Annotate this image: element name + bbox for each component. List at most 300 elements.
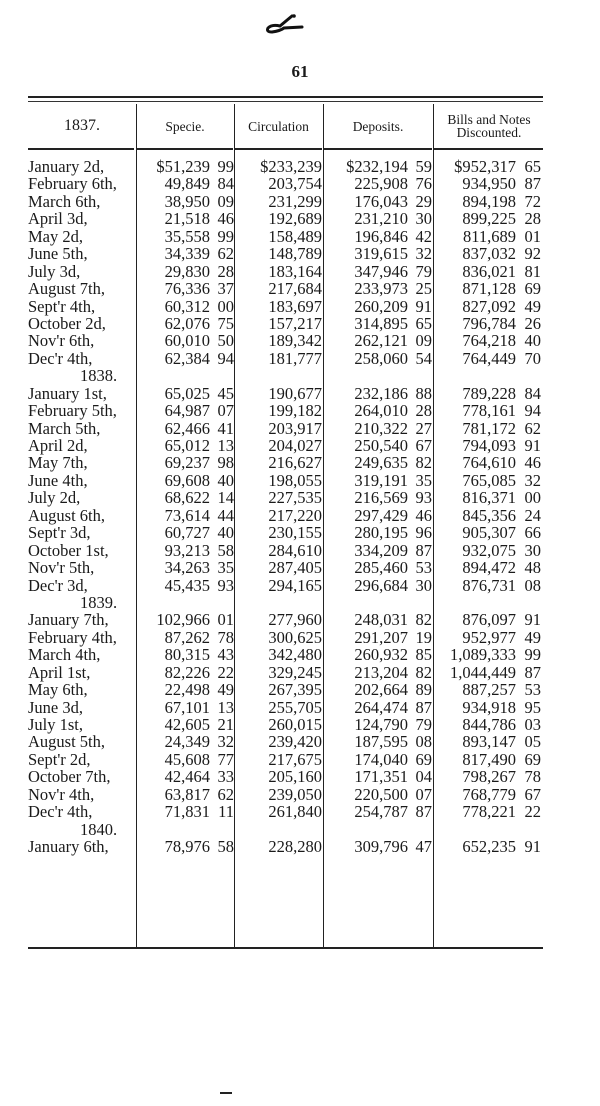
bills-cents: 69: [524, 749, 541, 769]
specie-cents: 00: [217, 296, 234, 316]
bills-dollars: 652,235: [462, 837, 516, 857]
deposits-dollars: 216,569: [354, 488, 408, 508]
specie-cents: 33: [217, 767, 234, 787]
table-row: [28, 315, 543, 332]
deposits-dollars: 210,322: [354, 418, 408, 438]
specie-dollars: 82,226: [164, 662, 210, 682]
deposits-dollars: 291,207: [354, 627, 408, 647]
date-label: Sept'r 4th,: [28, 296, 96, 316]
deposits-dollars: 225,908: [354, 174, 408, 194]
date-label: July 1st,: [28, 715, 84, 734]
deposits-dollars: $232,194: [346, 157, 408, 176]
circulation-value: 198,055: [268, 470, 322, 490]
bills-dollars: 794,093: [462, 436, 516, 455]
header-rule: [434, 148, 543, 150]
bills-dollars: 876,731: [462, 575, 516, 595]
deposits-dollars: 232,186: [354, 383, 408, 403]
bills-dollars: 778,161: [462, 401, 516, 421]
bills-dollars: 764,610: [462, 453, 516, 473]
specie-cents: 78: [217, 627, 234, 647]
circulation-value: 203,917: [268, 418, 322, 438]
circulation-value: 260,015: [268, 715, 322, 734]
bills-dollars: 789,228: [462, 383, 516, 403]
deposits-cents: 59: [415, 157, 432, 176]
bills-dollars: 796,784: [462, 313, 516, 333]
bills-cents: 91: [524, 837, 541, 857]
date-label: January 2d,: [28, 157, 105, 176]
bills-cents: 66: [524, 523, 541, 543]
specie-cents: 43: [217, 645, 234, 665]
circulation-value: 342,480: [268, 645, 322, 665]
date-label: August 5th,: [28, 732, 106, 752]
date-label: Nov'r 6th,: [28, 331, 95, 351]
circulation-value: 227,535: [268, 488, 322, 508]
deposits-dollars: 254,787: [354, 802, 408, 822]
table-row: [28, 437, 543, 454]
circulation-value: 277,960: [268, 610, 322, 630]
table-row: [28, 402, 543, 419]
deposits-cents: 82: [415, 453, 432, 473]
circulation-value: 192,689: [268, 209, 322, 229]
specie-cents: 50: [217, 331, 234, 351]
deposits-cents: 54: [415, 348, 432, 368]
date-label: May 7th,: [28, 453, 88, 473]
deposits-cents: 79: [415, 715, 432, 734]
table-row: [28, 716, 543, 733]
header-bills-line2: Discounted.: [456, 125, 522, 140]
specie-dollars: 22,498: [164, 680, 210, 700]
bills-cents: 94: [524, 401, 541, 421]
specie-dollars: 35,558: [164, 226, 210, 246]
circulation-value: 284,610: [268, 540, 322, 560]
date-label: Nov'r 5th,: [28, 558, 95, 578]
circulation-value: 216,627: [268, 453, 322, 473]
bills-cents: 72: [524, 191, 541, 211]
bills-dollars: 764,449: [462, 348, 516, 368]
table-row: [28, 681, 543, 698]
specie-dollars: 63,817: [164, 784, 210, 804]
table-row: [28, 385, 543, 402]
specie-dollars: 65,025: [164, 383, 210, 403]
date-label: Dec'r 4th,: [28, 802, 93, 822]
bills-cents: 32: [524, 470, 541, 490]
bills-dollars: 934,950: [462, 174, 516, 194]
specie-dollars: 45,608: [164, 749, 210, 769]
date-label: January 1st,: [28, 383, 107, 403]
table-row: [28, 629, 543, 646]
bills-dollars: 934,918: [462, 697, 516, 717]
specie-dollars: $51,239: [156, 157, 210, 176]
table-row: [28, 263, 543, 280]
table-bottom-rule: [28, 947, 543, 949]
specie-dollars: 24,349: [164, 732, 210, 752]
bills-dollars: 894,198: [462, 191, 516, 211]
circulation-value: 294,165: [268, 575, 322, 595]
deposits-dollars: 264,474: [354, 697, 408, 717]
bills-cents: 84: [524, 383, 541, 403]
specie-cents: 62: [217, 784, 234, 804]
deposits-dollars: 264,010: [354, 401, 408, 421]
table-row: [28, 524, 543, 541]
bills-dollars: 887,257: [462, 680, 516, 700]
circulation-value: 217,675: [268, 749, 322, 769]
specie-cents: 98: [217, 453, 234, 473]
table-row: [28, 245, 543, 262]
specie-dollars: 29,830: [164, 261, 210, 281]
deposits-cents: 93: [415, 488, 432, 508]
date-label: May 2d,: [28, 226, 83, 246]
table-row: [28, 646, 543, 663]
bills-dollars: 1,089,333: [450, 645, 516, 665]
specie-cents: 37: [217, 279, 234, 299]
circulation-value: 255,705: [268, 697, 322, 717]
circulation-value: 205,160: [268, 767, 322, 787]
specie-cents: 21: [217, 715, 234, 734]
page-number: 61: [291, 62, 309, 81]
bills-cents: 78: [524, 767, 541, 787]
date-label: October 7th,: [28, 767, 111, 787]
deposits-cents: 46: [415, 505, 432, 525]
specie-cents: 84: [217, 174, 234, 194]
table-row: [28, 193, 543, 210]
deposits-cents: 35: [415, 470, 432, 490]
bills-cents: 92: [524, 244, 541, 264]
date-label: February 6th,: [28, 174, 117, 194]
specie-dollars: 93,213: [164, 540, 210, 560]
deposits-dollars: 248,031: [354, 610, 408, 630]
deposits-dollars: 314,895: [354, 313, 408, 333]
deposits-cents: 07: [415, 784, 432, 804]
bills-dollars: 817,490: [462, 749, 516, 769]
specie-dollars: 69,237: [164, 453, 210, 473]
specie-dollars: 42,464: [164, 767, 210, 787]
circulation-value: 230,155: [268, 523, 322, 543]
deposits-dollars: 249,635: [354, 453, 408, 473]
header-bills: [433, 106, 545, 146]
table-row: [28, 699, 543, 716]
table-top-rule: [28, 96, 543, 98]
bills-dollars: 894,472: [462, 558, 516, 578]
table-row: [28, 803, 543, 820]
circulation-value: 181,777: [268, 348, 322, 368]
year-row: [28, 821, 543, 838]
bills-cents: 49: [524, 296, 541, 316]
specie-cents: 58: [217, 837, 234, 857]
deposits-dollars: 280,195: [354, 523, 408, 543]
deposits-dollars: 220,500: [354, 784, 408, 804]
specie-cents: 41: [217, 418, 234, 438]
bills-cents: 46: [524, 453, 541, 473]
bills-dollars: 905,307: [462, 523, 516, 543]
header-rule: [324, 148, 432, 150]
circulation-value: 204,027: [268, 436, 322, 455]
deposits-cents: 89: [415, 680, 432, 700]
specie-dollars: 62,384: [164, 348, 210, 368]
deposits-dollars: 196,846: [354, 226, 408, 246]
bills-dollars: 952,977: [462, 627, 516, 647]
header-rule: [28, 148, 134, 150]
specie-dollars: 38,950: [164, 191, 210, 211]
specie-dollars: 73,614: [164, 505, 210, 525]
header-year: 1837.: [64, 117, 100, 134]
deposits-dollars: 285,460: [354, 558, 408, 578]
bills-cents: 87: [524, 174, 541, 194]
table-row: [28, 838, 543, 855]
circulation-value: 158,489: [268, 226, 322, 246]
bills-dollars: 1,044,449: [450, 662, 516, 682]
header-deposits: Deposits.: [352, 118, 404, 134]
deposits-dollars: 260,932: [354, 645, 408, 665]
table-row: [28, 298, 543, 315]
date-label: June 5th,: [28, 244, 88, 264]
deposits-cents: 29: [415, 191, 432, 211]
deposits-cents: 82: [415, 662, 432, 682]
handwritten-flourish-icon: [258, 14, 308, 38]
table-row: [28, 175, 543, 192]
table-row: [28, 454, 543, 471]
table-top-rule-thin: [28, 101, 543, 102]
deposits-dollars: 174,040: [354, 749, 408, 769]
table-row: [28, 664, 543, 681]
deposits-cents: 69: [415, 749, 432, 769]
specie-dollars: 34,263: [164, 558, 210, 578]
specie-cents: 93: [217, 575, 234, 595]
bills-cents: 49: [524, 627, 541, 647]
circulation-value: $233,239: [260, 157, 322, 176]
deposits-cents: 42: [415, 226, 432, 246]
bills-dollars: 781,172: [462, 418, 516, 438]
specie-cents: 28: [217, 261, 234, 281]
circulation-value: 267,395: [268, 680, 322, 700]
circulation-value: 148,789: [268, 244, 322, 264]
deposits-cents: 79: [415, 261, 432, 281]
circulation-value: 231,299: [268, 191, 322, 211]
deposits-dollars: 297,429: [354, 505, 408, 525]
bills-cents: 22: [524, 802, 541, 822]
bills-dollars: 837,032: [462, 244, 516, 264]
circulation-value: 228,280: [268, 837, 322, 857]
bills-dollars: 876,097: [462, 610, 516, 630]
bills-dollars: 827,092: [462, 296, 516, 316]
bills-dollars: $952,317: [454, 157, 516, 176]
specie-cents: 99: [217, 226, 234, 246]
bills-cents: 00: [524, 488, 541, 508]
specie-cents: 35: [217, 558, 234, 578]
deposits-cents: 09: [415, 331, 432, 351]
date-label: March 4th,: [28, 645, 101, 665]
date-label: January 6th,: [28, 837, 109, 857]
table-row: [28, 733, 543, 750]
date-label: Nov'r 4th,: [28, 784, 95, 804]
bills-cents: 67: [524, 784, 541, 804]
deposits-cents: 87: [415, 697, 432, 717]
date-label: April 3d,: [28, 209, 88, 229]
date-label: August 7th,: [28, 279, 106, 299]
specie-dollars: 80,315: [164, 645, 210, 665]
date-label: August 6th,: [28, 505, 106, 525]
bills-dollars: 816,371: [462, 488, 516, 508]
date-label: Sept'r 2d,: [28, 749, 91, 769]
specie-cents: 77: [217, 749, 234, 769]
specie-cents: 07: [217, 401, 234, 421]
deposits-cents: 82: [415, 610, 432, 630]
date-label: May 6th,: [28, 680, 88, 700]
bills-dollars: 778,221: [462, 802, 516, 822]
year-label: 1840.: [80, 819, 118, 839]
circulation-value: 183,164: [268, 261, 322, 281]
deposits-cents: 65: [415, 313, 432, 333]
table-row: [28, 228, 543, 245]
specie-cents: 46: [217, 209, 234, 229]
specie-cents: 14: [217, 488, 234, 508]
table-row: [28, 332, 543, 349]
specie-dollars: 62,466: [164, 418, 210, 438]
table-row: [28, 420, 543, 437]
table-row: [28, 611, 543, 628]
bills-cents: 28: [524, 209, 541, 229]
specie-dollars: 45,435: [164, 575, 210, 595]
deposits-cents: 85: [415, 645, 432, 665]
specie-cents: 44: [217, 505, 234, 525]
deposits-dollars: 176,043: [354, 191, 408, 211]
bills-cents: 40: [524, 331, 541, 351]
bills-cents: 26: [524, 313, 541, 333]
year-label: 1839.: [80, 592, 118, 612]
specie-dollars: 67,101: [164, 697, 210, 717]
specie-dollars: 49,849: [164, 174, 210, 194]
circulation-value: 190,677: [268, 383, 322, 403]
specie-dollars: 60,727: [164, 523, 210, 543]
header-specie: Specie.: [165, 118, 205, 134]
deposits-dollars: 231,210: [354, 209, 408, 229]
deposits-dollars: 202,664: [354, 680, 408, 700]
bills-dollars: 764,218: [462, 331, 516, 351]
table-row: [28, 158, 543, 175]
deposits-cents: 67: [415, 436, 432, 455]
date-label: Dec'r 3d,: [28, 575, 88, 595]
footer-dash: [220, 1092, 232, 1094]
circulation-value: 239,050: [268, 784, 322, 804]
specie-dollars: 102,966: [156, 610, 210, 630]
specie-dollars: 62,076: [164, 313, 210, 333]
specie-cents: 94: [217, 348, 234, 368]
date-label: Dec'r 4th,: [28, 348, 93, 368]
table-row: [28, 507, 543, 524]
table-row: [28, 280, 543, 297]
bills-cents: 65: [524, 157, 541, 176]
specie-cents: 58: [217, 540, 234, 560]
year-label: 1838.: [80, 366, 118, 386]
bills-cents: 53: [524, 680, 541, 700]
deposits-cents: 30: [415, 575, 432, 595]
deposits-dollars: 187,595: [354, 732, 408, 752]
specie-cents: 13: [217, 697, 234, 717]
table-row: [28, 472, 543, 489]
bills-cents: 99: [524, 645, 541, 665]
date-label: Sept'r 3d,: [28, 523, 91, 543]
circulation-value: 203,754: [268, 174, 322, 194]
circulation-value: 199,182: [268, 401, 322, 421]
circulation-value: 183,697: [268, 296, 322, 316]
deposits-cents: 19: [415, 627, 432, 647]
specie-dollars: 64,987: [164, 401, 210, 421]
bills-cents: 81: [524, 261, 541, 281]
circulation-value: 217,684: [268, 279, 322, 299]
date-label: March 6th,: [28, 191, 101, 211]
table-row: [28, 210, 543, 227]
table-row: [28, 751, 543, 768]
deposits-dollars: 296,684: [354, 575, 408, 595]
bills-cents: 01: [524, 226, 541, 246]
bills-dollars: 836,021: [462, 261, 516, 281]
table-row: [28, 542, 543, 559]
specie-dollars: 60,312: [164, 296, 210, 316]
specie-cents: 75: [217, 313, 234, 333]
date-label: July 3d,: [28, 261, 81, 281]
date-label: June 4th,: [28, 470, 88, 490]
header-bills-line1: Bills and Notes: [447, 112, 531, 127]
table-row: [28, 786, 543, 803]
bills-cents: 30: [524, 540, 541, 560]
bills-cents: 08: [524, 575, 541, 595]
circulation-value: 189,342: [268, 331, 322, 351]
specie-cents: 13: [217, 436, 234, 455]
table-row: [28, 559, 543, 576]
bills-cents: 91: [524, 436, 541, 455]
deposits-cents: 96: [415, 523, 432, 543]
bills-cents: 48: [524, 558, 541, 578]
specie-cents: 40: [217, 470, 234, 490]
bills-dollars: 893,147: [462, 732, 516, 752]
specie-dollars: 42,605: [164, 715, 210, 734]
bills-cents: 70: [524, 348, 541, 368]
bills-cents: 05: [524, 732, 541, 752]
specie-cents: 49: [217, 680, 234, 700]
bills-cents: 95: [524, 697, 541, 717]
deposits-dollars: 171,351: [354, 767, 408, 787]
bills-dollars: 768,779: [462, 784, 516, 804]
bills-cents: 24: [524, 505, 541, 525]
specie-dollars: 71,831: [164, 802, 210, 822]
bills-cents: 62: [524, 418, 541, 438]
bills-dollars: 932,075: [462, 540, 516, 560]
specie-dollars: 65,012: [164, 436, 210, 455]
deposits-dollars: 250,540: [354, 436, 408, 455]
year-row: [28, 594, 543, 611]
deposits-dollars: 124,790: [354, 715, 408, 734]
date-label: April 1st,: [28, 662, 91, 682]
deposits-cents: 88: [415, 383, 432, 403]
bills-cents: 69: [524, 279, 541, 299]
specie-cents: 62: [217, 244, 234, 264]
specie-cents: 09: [217, 191, 234, 211]
specie-cents: 11: [218, 802, 234, 822]
specie-dollars: 21,518: [164, 209, 210, 229]
bills-cents: 91: [524, 610, 541, 630]
bills-dollars: 811,689: [462, 226, 516, 246]
specie-cents: 01: [217, 610, 234, 630]
date-label: February 5th,: [28, 401, 117, 421]
table-row: [28, 577, 543, 594]
circulation-value: 217,220: [268, 505, 322, 525]
deposits-dollars: 262,121: [354, 331, 408, 351]
deposits-dollars: 213,204: [354, 662, 408, 682]
date-label: October 2d,: [28, 313, 106, 333]
bills-dollars: 798,267: [462, 767, 516, 787]
date-label: April 2d,: [28, 436, 88, 455]
header-circulation: Circulation: [248, 118, 309, 134]
date-label: March 5th,: [28, 418, 101, 438]
